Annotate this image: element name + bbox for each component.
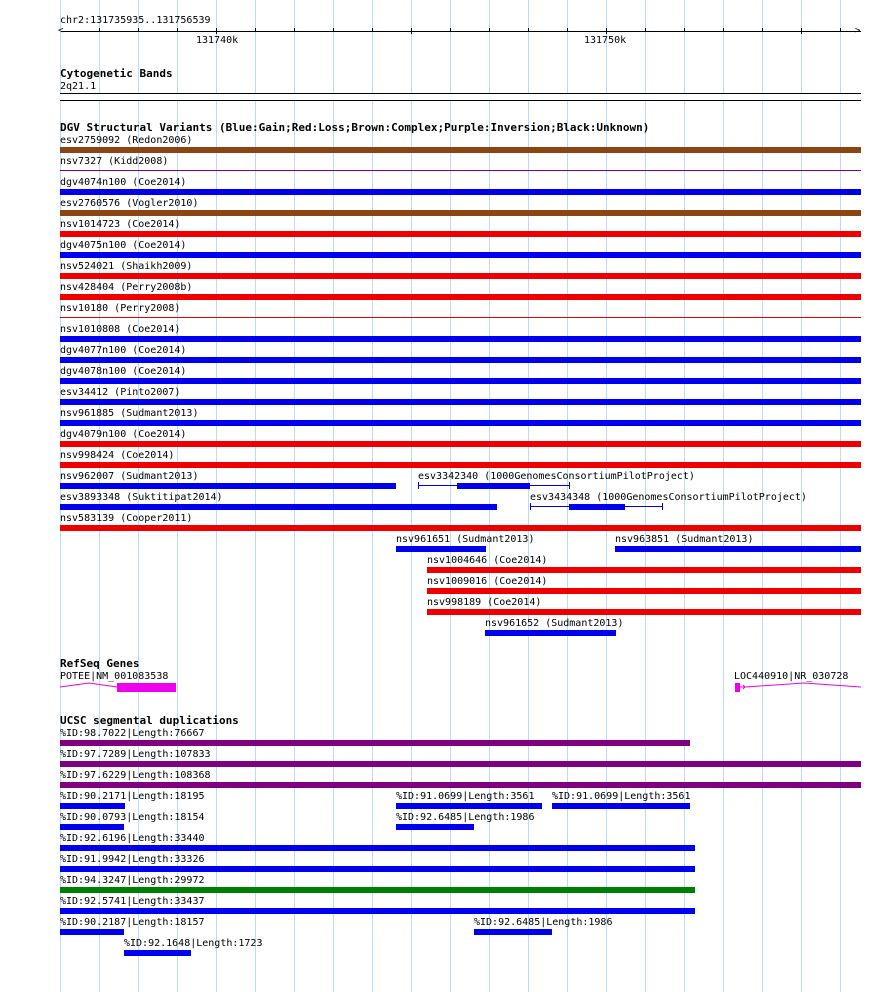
dgv-feature-label: dgv4078n100 (Coe2014) [60,366,187,377]
dgv-feature-label: nsv998189 (Coe2014) [427,597,542,608]
refseq-gene-potee[interactable] [60,680,180,694]
dgv-feature-bar[interactable] [60,294,861,300]
dgv-feature-label: dgv4075n100 (Coe2014) [60,240,187,251]
dgv-feature-bar[interactable] [60,399,861,405]
dgv-feature-bar[interactable] [427,609,861,615]
segdup-feature-bar[interactable] [396,824,474,830]
dgv-feature-bar[interactable] [60,525,861,531]
segdup-feature-label: %ID:97.7289|Length:107833 [60,749,211,760]
dgv-feature-bar[interactable] [60,147,861,153]
segdup-feature-label: %ID:92.6485|Length:1986 [474,917,613,928]
segdup-feature-bar[interactable] [396,803,542,809]
segdup-feature-label: %ID:90.2187|Length:18157 [60,917,205,928]
dgv-feature-bar[interactable] [427,588,861,594]
dgv-feature-bar[interactable] [60,462,861,468]
ruler-left-arrow-icon[interactable]: < [58,26,64,36]
refseq-gene-label: POTEE|NM_001083538 [60,671,169,682]
dgv-feature-label: nsv10180 (Perry2008) [60,303,181,314]
segdup-feature-label: %ID:91.0699|Length:3561 [396,791,535,802]
refseq-gene-loc440910[interactable] [734,680,862,694]
ruler-axis [61,31,861,32]
dgv-feature-label: nsv961651 (Sudmant2013) [396,534,535,545]
dgv-feature-bar[interactable] [457,483,530,489]
segdup-feature-label: %ID:91.9942|Length:33326 [60,854,205,865]
dgv-feature-bar[interactable] [60,378,861,384]
ruler-range-label: chr2:131735935..131756539 [60,15,211,26]
segdup-feature-label: %ID:98.7022|Length:76667 [60,728,205,739]
dgv-feature-label: dgv4077n100 (Coe2014) [60,345,187,356]
dgv-feature-end-cap [530,503,531,510]
dgv-feature-label: nsv961652 (Sudmant2013) [485,618,624,629]
dgv-feature-label: nsv963851 (Sudmant2013) [615,534,754,545]
dgv-feature-bar[interactable] [60,317,861,318]
segdup-feature-bar[interactable] [60,803,125,809]
dgv-feature-label: esv3434348 (1000GenomesConsortiumPilotProject) [530,492,807,503]
dgv-feature-bar[interactable] [569,504,625,510]
dgv-feature-label: nsv998424 (Coe2014) [60,450,175,461]
ruler-tick-label-131750k: 131750k [584,35,627,46]
dgv-track-title[interactable]: DGV Structural Variants (Blue:Gain;Red:Loss;Brown:Complex;Purple:Inversion;Black:Unknown) [60,121,650,134]
cytoband-bar[interactable] [60,93,861,101]
ruler-tick-label-131740k: 131740k [196,35,239,46]
dgv-feature-bar[interactable] [485,630,616,636]
segdup-feature-bar[interactable] [60,845,695,851]
dgv-feature-bar[interactable] [60,170,861,171]
dgv-feature-bar[interactable] [396,546,486,552]
segdup-feature-bar[interactable] [60,887,695,893]
dgv-feature-bar[interactable] [60,504,497,510]
segdup-feature-label: %ID:94.3247|Length:29972 [60,875,205,886]
refseq-gene-label: LOC440910|NR_030728 [734,671,849,682]
dgv-feature-label: dgv4079n100 (Coe2014) [60,429,187,440]
segdup-feature-label: %ID:91.0699|Length:3561 [552,791,691,802]
dgv-feature-bar[interactable] [60,189,861,195]
segdup-feature-bar[interactable] [60,824,124,830]
dgv-feature-bar[interactable] [60,210,861,216]
dgv-feature-label: nsv428404 (Perry2008b) [60,282,193,293]
dgv-feature-label: dgv4074n100 (Coe2014) [60,177,187,188]
dgv-feature-label: nsv1010808 (Coe2014) [60,324,181,335]
dgv-feature-bar[interactable] [615,546,861,552]
dgv-feature-bar[interactable] [60,420,861,426]
refseq-track-title[interactable]: RefSeq Genes [60,657,140,670]
segdup-feature-label: %ID:92.5741|Length:33437 [60,896,205,907]
dgv-feature-label: nsv7327 (Kidd2008) [60,156,169,167]
segdup-feature-bar[interactable] [124,950,191,956]
cytoband-label: 2q21.1 [60,81,97,92]
segdup-feature-bar[interactable] [60,929,124,935]
segdup-feature-bar[interactable] [60,782,861,788]
segdup-feature-bar[interactable] [60,740,690,746]
segdup-feature-bar[interactable] [552,803,690,809]
segdup-feature-bar[interactable] [474,929,552,935]
dgv-feature-bar[interactable] [427,567,861,573]
dgv-feature-label: nsv961885 (Sudmant2013) [60,408,199,419]
segdup-feature-label: %ID:97.6229|Length:108368 [60,770,211,781]
dgv-feature-bar[interactable] [60,441,861,447]
dgv-feature-label: nsv1014723 (Coe2014) [60,219,181,230]
dgv-feature-end-cap [418,482,419,489]
dgv-feature-bar[interactable] [60,252,861,258]
segdup-feature-label: %ID:92.6485|Length:1986 [396,812,535,823]
dgv-feature-label: nsv524021 (Shaikh2009) [60,261,193,272]
dgv-feature-label: esv3893348 (Suktitipat2014) [60,492,223,503]
dgv-feature-bar[interactable] [60,273,861,279]
dgv-feature-bar[interactable] [60,357,861,363]
segdup-feature-bar[interactable] [60,866,695,872]
segdup-feature-label: %ID:90.2171|Length:18195 [60,791,205,802]
ruler-right-arrow-icon[interactable]: > [855,26,861,36]
segdup-feature-bar[interactable] [60,761,861,767]
dgv-feature-end-cap [569,482,570,489]
dgv-feature-label: nsv1009016 (Coe2014) [427,576,548,587]
segdup-track-title[interactable]: UCSC segmental duplications [60,714,239,727]
cytoband-track-title[interactable]: Cytogenetic Bands [60,67,173,80]
segdup-feature-label: %ID:92.1648|Length:1723 [124,938,263,949]
dgv-feature-label: nsv962007 (Sudmant2013) [60,471,199,482]
dgv-feature-bar[interactable] [60,231,861,237]
segdup-feature-label: %ID:92.6196|Length:33440 [60,833,205,844]
segdup-feature-label: %ID:90.0793|Length:18154 [60,812,205,823]
dgv-feature-bar[interactable] [60,483,396,489]
dgv-feature-label: esv2759092 (Redon2006) [60,135,193,146]
dgv-feature-end-cap [662,503,663,510]
dgv-feature-label: esv34412 (Pinto2007) [60,387,181,398]
dgv-feature-label: esv3342340 (1000GenomesConsortiumPilotProject) [418,471,695,482]
dgv-feature-label: esv2760576 (Vogler2010) [60,198,199,209]
dgv-feature-label: nsv1004646 (Coe2014) [427,555,548,566]
segdup-feature-bar[interactable] [60,908,695,914]
dgv-feature-label: nsv583139 (Cooper2011) [60,513,193,524]
dgv-feature-bar[interactable] [60,336,861,342]
